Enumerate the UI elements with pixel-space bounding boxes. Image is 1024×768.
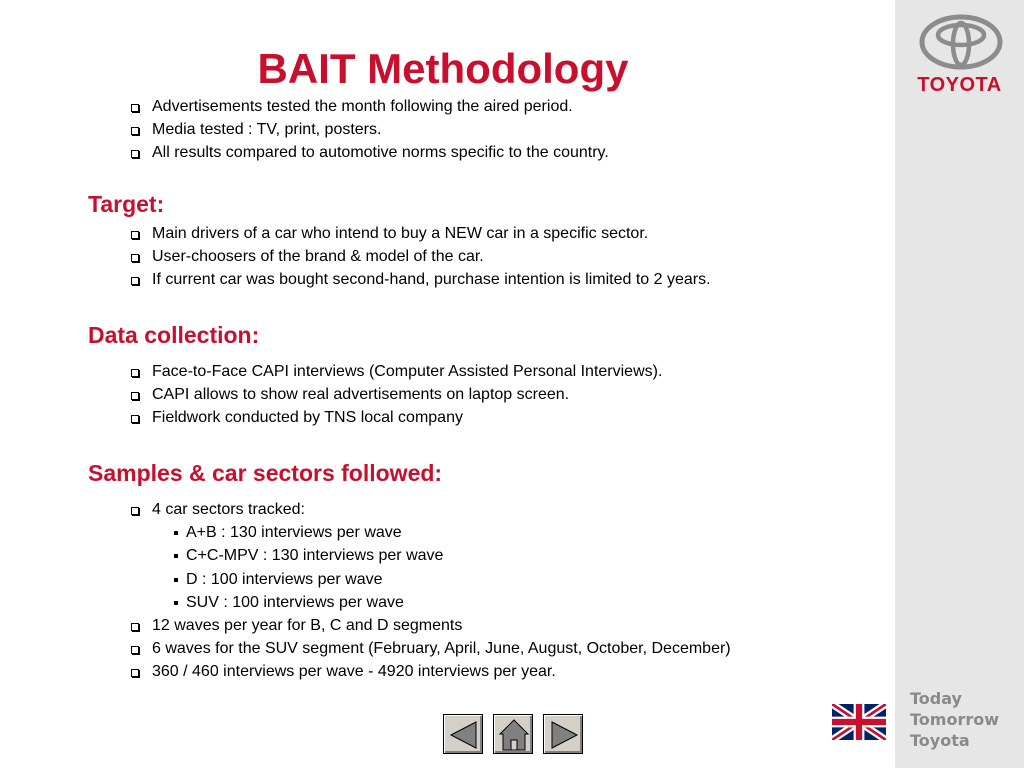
list-item: 6 waves for the SUV segment (February, April, June, August, October, December) [131,637,731,660]
checkbox-bullet-icon [131,369,139,377]
data-collection-list [131,360,662,430]
checkbox-bullet-icon [131,127,139,135]
data-collection-heading: Data collection: [88,322,260,348]
checkbox-bullet-icon [131,507,139,515]
square-bullet-icon [174,601,178,605]
checkbox-bullet-icon [131,415,139,423]
list-item: 360 / 460 interviews per wave - 4920 interviews per year. [131,660,731,683]
toyota-emblem-icon [919,14,1003,70]
intro-list [131,95,609,165]
forward-button[interactable] [543,714,583,754]
forward-arrow-icon [544,715,584,755]
checkbox-bullet-icon [131,623,139,631]
tagline [910,688,1020,751]
home-button[interactable] [493,714,533,754]
square-bullet-icon [174,531,178,535]
sector-sub-list [152,521,731,614]
tagline-line: Toyota [910,731,970,750]
target-list [131,222,711,292]
checkbox-bullet-icon [131,150,139,158]
uk-flag-icon[interactable] [832,704,886,740]
square-bullet-icon [174,578,178,582]
sub-list-item: A+B : 130 interviews per wave [152,521,731,544]
tagline-line: Today [910,689,962,708]
samples-heading: Samples & car sectors followed: [88,460,443,486]
list-item: Face-to-Face CAPI interviews (Computer Assisted Personal Interviews). [131,360,662,383]
list-item: Main drivers of a car who intend to buy a NEW car in a specific sector. [131,222,711,245]
page-title: BAIT Methodology [257,45,629,92]
checkbox-bullet-icon [131,277,139,285]
list-item: CAPI allows to show real advertisements on laptop screen. [131,383,662,406]
samples-list [131,498,731,684]
toyota-logo-text: TOYOTA [917,74,1002,96]
sub-list-item: C+C-MPV : 130 interviews per wave [152,544,731,567]
square-bullet-icon [174,554,178,558]
back-button[interactable] [443,714,483,754]
tagline-line: Tomorrow [910,710,999,729]
list-item: User-choosers of the brand & model of the car. [131,245,711,268]
list-item: If current car was bought second-hand, purchase intention is limited to 2 years. [131,268,711,291]
target-heading: Target: [88,191,165,217]
sidebar [895,0,1024,768]
list-item: Fieldwork conducted by TNS local company [131,406,662,429]
list-item: All results compared to automotive norms specific to the country. [131,141,609,164]
checkbox-bullet-icon [131,104,139,112]
list-item: Advertisements tested the month following the aired period. [131,95,609,118]
home-icon [494,715,534,755]
checkbox-bullet-icon [131,646,139,654]
checkbox-bullet-icon [131,669,139,677]
list-item: 12 waves per year for B, C and D segments [131,614,731,637]
back-arrow-icon [444,715,484,755]
checkbox-bullet-icon [131,231,139,239]
list-item: Media tested : TV, print, posters. [131,118,609,141]
checkbox-bullet-icon [131,254,139,262]
list-item: 4 car sectors tracked: A+B : 130 interviews per wave C+C-MPV : 130 interviews per wave D : 100 interviews per wave SUV : 100 interviews per wave [131,498,731,614]
sub-list-item: SUV : 100 interviews per wave [152,591,731,614]
sub-list-item: D : 100 interviews per wave [152,568,731,591]
checkbox-bullet-icon [131,392,139,400]
